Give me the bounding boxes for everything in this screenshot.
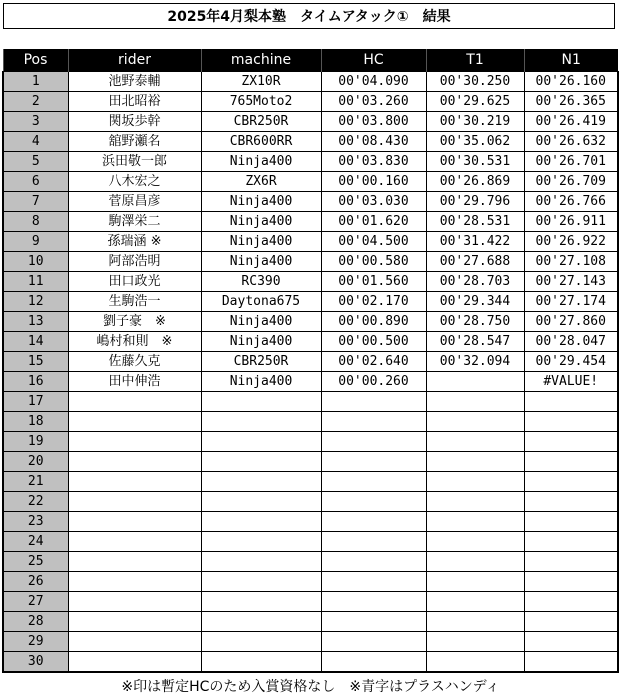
cell-pos[interactable]: 21 <box>3 472 68 492</box>
cell-pos[interactable]: 13 <box>3 312 68 332</box>
cell-n1[interactable] <box>524 572 618 592</box>
cell-machine[interactable]: Ninja400 <box>201 332 321 352</box>
cell-rider[interactable] <box>68 532 201 552</box>
table-row <box>3 492 618 512</box>
results-body <box>3 72 618 673</box>
cell-hc[interactable] <box>321 472 426 492</box>
table-row <box>3 292 618 312</box>
cell-hc[interactable]: 00'03.830 <box>321 152 426 172</box>
cell-machine[interactable] <box>201 432 321 452</box>
cell-t1[interactable]: 00'35.062 <box>426 132 524 152</box>
table-row <box>3 192 618 212</box>
cell-rider[interactable] <box>68 412 201 432</box>
cell-machine[interactable] <box>201 632 321 652</box>
table-row <box>3 512 618 532</box>
cell-machine[interactable]: Ninja400 <box>201 312 321 332</box>
cell-hc[interactable] <box>321 452 426 472</box>
cell-hc[interactable] <box>321 632 426 652</box>
cell-rider[interactable] <box>68 432 201 452</box>
cell-n1[interactable]: 00'26.709 <box>524 172 618 192</box>
cell-t1[interactable] <box>426 652 524 673</box>
cell-rider[interactable]: 関坂歩幹 <box>68 112 201 132</box>
cell-t1[interactable] <box>426 492 524 512</box>
cell-pos[interactable]: 15 <box>3 352 68 372</box>
cell-hc[interactable]: 00'02.640 <box>321 352 426 372</box>
cell-machine[interactable]: RC390 <box>201 272 321 292</box>
cell-n1[interactable] <box>524 612 618 632</box>
cell-hc[interactable] <box>321 652 426 673</box>
cell-pos[interactable]: 28 <box>3 612 68 632</box>
cell-hc[interactable] <box>321 572 426 592</box>
cell-rider[interactable] <box>68 492 201 512</box>
cell-hc[interactable]: 00'00.890 <box>321 312 426 332</box>
cell-n1[interactable]: 00'26.701 <box>524 152 618 172</box>
cell-rider[interactable] <box>68 592 201 612</box>
table-row <box>3 72 618 92</box>
table-row <box>3 452 618 472</box>
cell-n1[interactable]: #VALUE! <box>524 372 618 392</box>
cell-n1[interactable]: 00'26.419 <box>524 112 618 132</box>
cell-t1[interactable] <box>426 552 524 572</box>
col-header-hc: HC <box>321 49 426 72</box>
table-row <box>3 332 618 352</box>
cell-machine[interactable]: Ninja400 <box>201 252 321 272</box>
table-row <box>3 252 618 272</box>
cell-n1[interactable] <box>524 492 618 512</box>
table-row <box>3 532 618 552</box>
cell-hc[interactable]: 00'00.500 <box>321 332 426 352</box>
cell-pos[interactable]: 19 <box>3 432 68 452</box>
cell-pos[interactable]: 5 <box>3 152 68 172</box>
table-row <box>3 272 618 292</box>
table-row <box>3 592 618 612</box>
table-row <box>3 232 618 252</box>
cell-n1[interactable] <box>524 472 618 492</box>
cell-n1[interactable]: 00'26.766 <box>524 192 618 212</box>
cell-rider[interactable] <box>68 612 201 632</box>
cell-machine[interactable] <box>201 452 321 472</box>
cell-hc[interactable]: 00'08.430 <box>321 132 426 152</box>
results-table <box>2 49 619 673</box>
cell-n1[interactable] <box>524 532 618 552</box>
table-row <box>3 112 618 132</box>
table-row <box>3 572 618 592</box>
cell-machine[interactable] <box>201 532 321 552</box>
table-row <box>3 92 618 112</box>
cell-machine[interactable]: Ninja400 <box>201 232 321 252</box>
cell-t1[interactable] <box>426 392 524 412</box>
cell-machine[interactable]: 765Moto2 <box>201 92 321 112</box>
cell-n1[interactable]: 00'26.922 <box>524 232 618 252</box>
table-row <box>3 352 618 372</box>
cell-t1[interactable]: 00'30.219 <box>426 112 524 132</box>
cell-rider[interactable]: 佐藤久克 <box>68 352 201 372</box>
cell-rider[interactable]: 菅原昌彦 <box>68 192 201 212</box>
cell-t1[interactable]: 00'28.703 <box>426 272 524 292</box>
cell-pos[interactable]: 24 <box>3 532 68 552</box>
cell-rider[interactable]: 浜田敬一郎 <box>68 152 201 172</box>
cell-t1[interactable] <box>426 472 524 492</box>
cell-hc[interactable] <box>321 492 426 512</box>
col-header-machine: machine <box>201 49 321 72</box>
cell-pos[interactable]: 4 <box>3 132 68 152</box>
cell-machine[interactable] <box>201 492 321 512</box>
cell-hc[interactable]: 00'03.030 <box>321 192 426 212</box>
cell-n1[interactable]: 00'27.174 <box>524 292 618 312</box>
cell-pos[interactable]: 26 <box>3 572 68 592</box>
table-row <box>3 632 618 652</box>
cell-rider[interactable] <box>68 552 201 572</box>
cell-pos[interactable]: 8 <box>3 212 68 232</box>
cell-n1[interactable]: 00'29.454 <box>524 352 618 372</box>
cell-pos[interactable]: 1 <box>3 72 68 92</box>
cell-hc[interactable]: 00'03.260 <box>321 92 426 112</box>
cell-machine[interactable]: CBR250R <box>201 352 321 372</box>
cell-hc[interactable] <box>321 552 426 572</box>
cell-machine[interactable] <box>201 512 321 532</box>
table-row <box>3 392 618 412</box>
cell-pos[interactable]: 29 <box>3 632 68 652</box>
col-header-rider: rider <box>68 49 201 72</box>
table-row <box>3 172 618 192</box>
cell-rider[interactable]: 嶋村和則 ※ <box>68 332 201 352</box>
cell-machine[interactable]: Ninja400 <box>201 192 321 212</box>
cell-n1[interactable] <box>524 392 618 412</box>
cell-t1[interactable] <box>426 372 524 392</box>
table-row <box>3 152 618 172</box>
cell-machine[interactable]: CBR600RR <box>201 132 321 152</box>
cell-pos[interactable]: 23 <box>3 512 68 532</box>
cell-machine[interactable] <box>201 392 321 412</box>
cell-n1[interactable]: 00'27.143 <box>524 272 618 292</box>
table-row <box>3 312 618 332</box>
cell-hc[interactable] <box>321 592 426 612</box>
cell-t1[interactable]: 00'28.531 <box>426 212 524 232</box>
cell-rider[interactable]: 劉子豪 ※ <box>68 312 201 332</box>
cell-n1[interactable]: 00'27.108 <box>524 252 618 272</box>
table-row <box>3 472 618 492</box>
cell-pos[interactable]: 12 <box>3 292 68 312</box>
cell-machine[interactable] <box>201 612 321 632</box>
cell-pos[interactable]: 9 <box>3 232 68 252</box>
cell-n1[interactable] <box>524 632 618 652</box>
cell-machine[interactable]: Ninja400 <box>201 152 321 172</box>
cell-t1[interactable] <box>426 432 524 452</box>
cell-n1[interactable] <box>524 452 618 472</box>
cell-machine[interactable]: Ninja400 <box>201 212 321 232</box>
cell-pos[interactable]: 20 <box>3 452 68 472</box>
cell-hc[interactable]: 00'04.090 <box>321 72 426 92</box>
cell-pos[interactable]: 22 <box>3 492 68 512</box>
cell-t1[interactable] <box>426 412 524 432</box>
cell-rider[interactable]: 駒澤栄二 <box>68 212 201 232</box>
cell-rider[interactable]: 生駒浩一 <box>68 292 201 312</box>
cell-rider[interactable]: 八木宏之 <box>68 172 201 192</box>
cell-hc[interactable]: 00'00.160 <box>321 172 426 192</box>
cell-pos[interactable]: 11 <box>3 272 68 292</box>
cell-t1[interactable]: 00'29.796 <box>426 192 524 212</box>
cell-n1[interactable] <box>524 652 618 673</box>
cell-pos[interactable]: 2 <box>3 92 68 112</box>
cell-pos[interactable]: 25 <box>3 552 68 572</box>
table-row <box>3 432 618 452</box>
cell-hc[interactable] <box>321 512 426 532</box>
cell-pos[interactable]: 30 <box>3 652 68 673</box>
cell-n1[interactable]: 00'26.365 <box>524 92 618 112</box>
cell-t1[interactable] <box>426 532 524 552</box>
cell-t1[interactable] <box>426 572 524 592</box>
cell-n1[interactable]: 00'26.911 <box>524 212 618 232</box>
cell-hc[interactable] <box>321 392 426 412</box>
cell-hc[interactable] <box>321 532 426 552</box>
cell-t1[interactable] <box>426 452 524 472</box>
page-title: 2025年4月梨本塾 タイムアタック① 結果 <box>3 3 615 29</box>
cell-n1[interactable]: 00'26.632 <box>524 132 618 152</box>
cell-n1[interactable] <box>524 412 618 432</box>
cell-n1[interactable]: 00'28.047 <box>524 332 618 352</box>
cell-t1[interactable]: 00'26.869 <box>426 172 524 192</box>
table-row <box>3 612 618 632</box>
cell-rider[interactable] <box>68 632 201 652</box>
cell-t1[interactable]: 00'28.750 <box>426 312 524 332</box>
cell-t1[interactable]: 00'29.344 <box>426 292 524 312</box>
cell-machine[interactable] <box>201 592 321 612</box>
cell-machine[interactable] <box>201 572 321 592</box>
cell-rider[interactable]: 田口政光 <box>68 272 201 292</box>
cell-rider[interactable]: 阿部浩明 <box>68 252 201 272</box>
cell-hc[interactable]: 00'04.500 <box>321 232 426 252</box>
cell-hc[interactable] <box>321 412 426 432</box>
cell-n1[interactable] <box>524 432 618 452</box>
cell-machine[interactable]: Ninja400 <box>201 372 321 392</box>
cell-t1[interactable]: 00'28.547 <box>426 332 524 352</box>
table-row <box>3 552 618 572</box>
cell-machine[interactable]: CBR250R <box>201 112 321 132</box>
header-row <box>3 49 618 72</box>
cell-n1[interactable]: 00'27.860 <box>524 312 618 332</box>
cell-pos[interactable]: 14 <box>3 332 68 352</box>
cell-pos[interactable]: 27 <box>3 592 68 612</box>
cell-pos[interactable]: 10 <box>3 252 68 272</box>
cell-rider[interactable] <box>68 652 201 673</box>
cell-pos[interactable]: 18 <box>3 412 68 432</box>
cell-t1[interactable]: 00'30.531 <box>426 152 524 172</box>
cell-rider[interactable] <box>68 392 201 412</box>
cell-rider[interactable] <box>68 572 201 592</box>
cell-pos[interactable]: 16 <box>3 372 68 392</box>
cell-hc[interactable] <box>321 612 426 632</box>
cell-pos[interactable]: 3 <box>3 112 68 132</box>
cell-rider[interactable]: 田中伸浩 <box>68 372 201 392</box>
cell-hc[interactable]: 00'00.580 <box>321 252 426 272</box>
col-header-t1: T1 <box>426 49 524 72</box>
cell-pos[interactable]: 17 <box>3 392 68 412</box>
cell-machine[interactable] <box>201 652 321 673</box>
cell-machine[interactable] <box>201 472 321 492</box>
cell-rider[interactable] <box>68 472 201 492</box>
cell-machine[interactable] <box>201 412 321 432</box>
cell-t1[interactable]: 00'31.422 <box>426 232 524 252</box>
table-row <box>3 412 618 432</box>
cell-t1[interactable]: 00'29.625 <box>426 92 524 112</box>
cell-hc[interactable]: 00'02.170 <box>321 292 426 312</box>
cell-n1[interactable]: 00'26.160 <box>524 72 618 92</box>
table-row <box>3 212 618 232</box>
cell-t1[interactable]: 00'32.094 <box>426 352 524 372</box>
col-header-pos: Pos <box>3 49 68 72</box>
col-header-n1: N1 <box>524 49 618 72</box>
table-row <box>3 372 618 392</box>
table-row <box>3 652 618 673</box>
table-row <box>3 132 618 152</box>
cell-rider[interactable] <box>68 452 201 472</box>
cell-machine[interactable] <box>201 552 321 572</box>
cell-hc[interactable] <box>321 432 426 452</box>
cell-t1[interactable] <box>426 612 524 632</box>
cell-hc[interactable]: 00'03.800 <box>321 112 426 132</box>
cell-machine[interactable]: ZX10R <box>201 72 321 92</box>
cell-machine[interactable]: Daytona675 <box>201 292 321 312</box>
cell-hc[interactable]: 00'01.560 <box>321 272 426 292</box>
cell-pos[interactable]: 6 <box>3 172 68 192</box>
cell-rider[interactable]: 孫瑞涵 ※ <box>68 232 201 252</box>
cell-rider[interactable]: 池野泰輔 <box>68 72 201 92</box>
cell-hc[interactable]: 00'00.260 <box>321 372 426 392</box>
cell-n1[interactable] <box>524 592 618 612</box>
cell-machine[interactable]: ZX6R <box>201 172 321 192</box>
cell-t1[interactable]: 00'27.688 <box>426 252 524 272</box>
cell-t1[interactable] <box>426 592 524 612</box>
cell-rider[interactable]: 田北昭裕 <box>68 92 201 112</box>
footnote: ※印は暫定HCのため入賞資格なし ※青字はプラスハンディ <box>121 679 500 695</box>
cell-hc[interactable]: 00'01.620 <box>321 212 426 232</box>
cell-t1[interactable] <box>426 512 524 532</box>
cell-n1[interactable] <box>524 512 618 532</box>
cell-n1[interactable] <box>524 552 618 572</box>
cell-rider[interactable] <box>68 512 201 532</box>
cell-rider[interactable]: 舘野瀬名 <box>68 132 201 152</box>
cell-t1[interactable]: 00'30.250 <box>426 72 524 92</box>
cell-pos[interactable]: 7 <box>3 192 68 212</box>
cell-t1[interactable] <box>426 632 524 652</box>
